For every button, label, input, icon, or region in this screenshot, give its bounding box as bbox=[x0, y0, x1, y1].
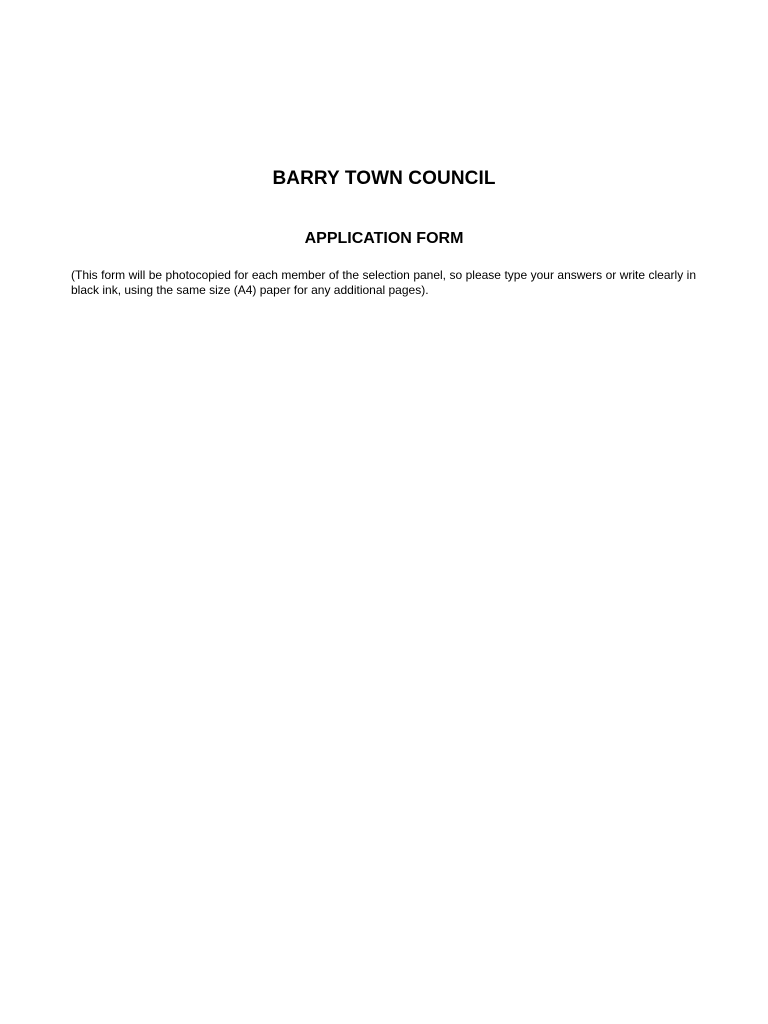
form-title: APPLICATION FORM bbox=[304, 230, 464, 247]
form-instructions: (This form will be photocopied for each member of the selection panel, so please type your answers or write clearly in black ink, using the same size (A4) paper for any additional pages). bbox=[71, 268, 696, 297]
organisation-title: BARRY TOWN COUNCIL bbox=[272, 168, 496, 189]
